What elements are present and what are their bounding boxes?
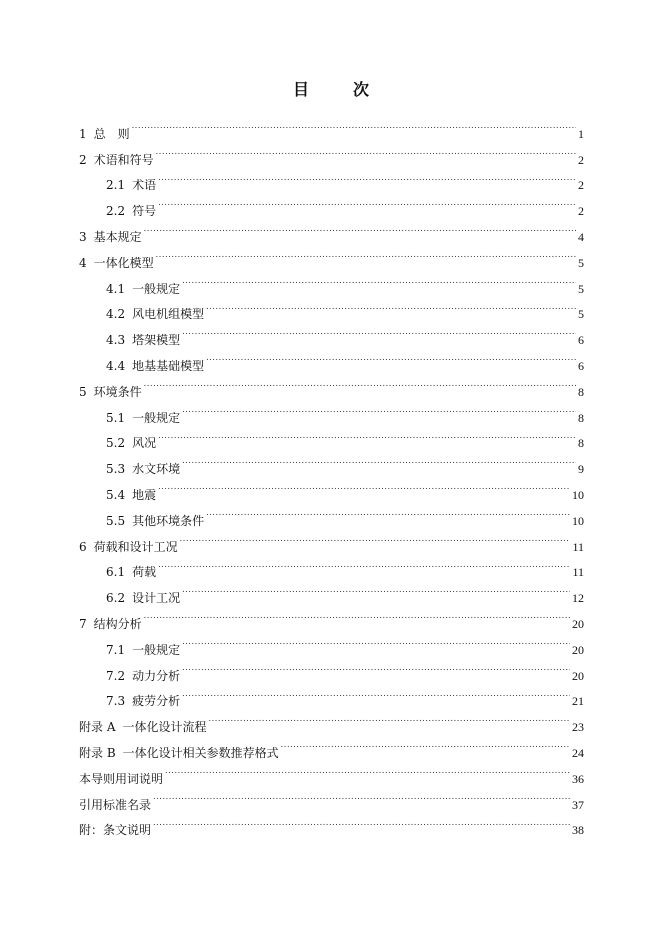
toc-entry-number: 5.4 [106,487,126,502]
toc-page-number: 8 [578,384,584,399]
toc-page-number: 20 [572,616,584,631]
toc-page-number: 4 [578,229,584,244]
toc-entry-title: 地基基础模型 [132,358,205,373]
toc-entry-number: 附录 B [79,745,116,760]
toc-entry-number: 5 [79,384,87,399]
toc-entry-number: 4.3 [106,333,126,348]
toc-page-number: 6 [578,358,584,373]
toc-entry-label [79,715,209,741]
toc-entry-number: 4.2 [106,307,126,322]
toc-page-number: 5 [578,307,584,322]
toc-leader-dots [153,783,570,809]
toc-entry-title: 一体化设计流程 [122,720,207,735]
toc-page-number: 8 [578,436,584,451]
toc-entry-number: 7.3 [106,694,126,709]
toc-leader-dots [182,396,576,422]
toc-entry[interactable] [79,628,584,657]
toc-entry-title: 塔架模型 [132,333,181,348]
toc-entry-label [106,431,158,457]
toc-entry-label [79,818,153,844]
toc-entry-title: 总 则 [93,126,130,141]
toc-entry-title: 风电机组模型 [132,307,205,322]
toc-entry-title: 引用标准名录 [79,797,152,812]
toc-leader-dots [182,318,576,344]
toc-leader-dots [158,473,570,499]
toc-entry-number: 4 [79,255,87,270]
toc-entry-number: 6.2 [106,591,126,606]
toc-entry-title: 一体化模型 [93,255,154,270]
toc-entry-title: 其他环境条件 [132,513,205,528]
toc-entry-label [106,560,158,586]
toc-entry-number: 2.1 [106,178,126,193]
toc-page-number: 10 [572,513,584,528]
toc-entry-title: 荷载和设计工况 [93,539,178,554]
toc-leader-dots [182,628,570,654]
toc-page-number: 8 [578,410,584,425]
toc-entry-label [106,277,182,303]
toc-entry-label [106,689,182,715]
toc-page-number: 11 [572,565,584,580]
toc-entry[interactable] [79,215,584,244]
toc-leader-dots [144,370,576,396]
toc-entry-title: 疲劳分析 [132,694,181,709]
toc-leader-dots [165,757,570,783]
toc-entry-number: 附录 A [79,720,116,735]
toc-leader-dots [206,293,576,319]
toc-entry-label [79,122,132,148]
toc-entry-title: 荷载 [132,565,157,580]
toc-entry[interactable] [79,138,584,167]
toc-leader-dots [132,112,576,138]
toc-page-number: 23 [572,720,584,735]
toc-page-number: 24 [572,745,584,760]
toc-entry-title: 环境条件 [93,384,142,399]
toc-page-number: 20 [572,668,584,683]
toc-leader-dots [182,267,576,293]
toc-entry-number: 5.1 [106,410,126,425]
toc-entry-label [79,225,144,251]
toc-entry-title: 设计工况 [132,591,181,606]
toc-entry-title: 本导则用词说明 [79,771,164,786]
toc-entry-number: 3 [79,229,87,244]
toc-entry-title: 附：条文说明 [79,823,152,838]
toc-entry-title: 基本规定 [93,229,142,244]
toc-page-number: 36 [572,771,584,786]
table-of-contents [79,112,584,838]
toc-leader-dots [158,422,576,448]
toc-entry-title: 动力分析 [132,668,181,683]
toc-leader-dots [182,654,570,680]
toc-leader-dots [182,680,570,706]
toc-entry[interactable] [79,241,584,270]
toc-entry[interactable] [79,602,584,631]
toc-entry-number: 2.2 [106,204,126,219]
toc-page-number: 6 [578,333,584,348]
toc-leader-dots [144,602,570,628]
toc-page-number: 2 [578,152,584,167]
toc-entry-number: 5.2 [106,436,126,451]
toc-leader-dots [156,241,576,267]
toc-leader-dots [281,731,570,757]
toc-leader-dots [158,164,576,190]
toc-entry-number: 6.1 [106,565,126,580]
toc-leader-dots [158,551,570,577]
toc-entry-label [106,328,182,354]
toc-entry-number: 7.1 [106,642,126,657]
toc-entry-title: 符号 [132,204,157,219]
toc-leader-dots [158,189,576,215]
toc-page-number: 11 [572,539,584,554]
toc-page-number: 1 [578,126,584,141]
toc-entry[interactable] [79,370,584,399]
toc-entry-label [106,638,182,664]
toc-entry-number: 7 [79,616,87,631]
toc-leader-dots [206,344,576,370]
toc-entry-title: 术语和符号 [93,152,154,167]
toc-entry-label [79,380,144,406]
toc-page-number: 12 [572,591,584,606]
toc-leader-dots [182,576,570,602]
toc-entry[interactable] [79,809,584,838]
toc-entry-number: 2 [79,152,87,167]
toc-entry-label [79,793,153,819]
toc-entry[interactable] [79,396,584,425]
toc-entry[interactable] [79,783,584,812]
toc-entry-number: 6 [79,539,87,554]
toc-page-number: 5 [578,281,584,296]
toc-entry-label [106,483,158,509]
toc-entry-title: 一体化设计相关参数推荐格式 [122,745,279,760]
toc-leader-dots [182,447,576,473]
toc-page-number: 2 [578,178,584,193]
toc-entry-number: 4.4 [106,358,126,373]
toc-entry-label [79,612,144,638]
toc-leader-dots [206,499,570,525]
toc-entry-label [106,173,158,199]
toc-entry-number: 1 [79,126,87,141]
toc-leader-dots [156,138,576,164]
toc-entry-title: 术语 [132,178,157,193]
toc-entry-title: 风况 [132,436,157,451]
toc-page-number: 21 [572,694,584,709]
toc-leader-dots [209,705,571,731]
toc-entry-title: 结构分析 [93,616,142,631]
toc-entry-label [79,251,156,277]
toc-entry-number: 4.1 [106,281,126,296]
toc-entry-number: 5.5 [106,513,126,528]
toc-entry-title: 一般规定 [132,642,181,657]
toc-page-number: 9 [578,462,584,477]
toc-entry-title: 一般规定 [132,410,181,425]
toc-page-number: 2 [578,204,584,219]
toc-leader-dots [180,525,571,551]
toc-entry-title: 一般规定 [132,281,181,296]
toc-page-number: 38 [572,823,584,838]
toc-page-number: 10 [572,487,584,502]
toc-page-number: 5 [578,255,584,270]
toc-entry-number: 5.3 [106,462,126,477]
toc-entry-title: 地震 [132,487,157,502]
toc-leader-dots [144,215,576,241]
page-title: 目 次 [292,80,383,99]
toc-entry-number: 7.2 [106,668,126,683]
toc-leader-dots [153,809,570,835]
toc-entry-label [79,148,156,174]
toc-entry[interactable] [79,112,584,141]
toc-page-number: 20 [572,642,584,657]
toc-entry-label [106,664,182,690]
toc-entry-title: 水文环境 [132,462,181,477]
toc-page-number: 37 [572,797,584,812]
